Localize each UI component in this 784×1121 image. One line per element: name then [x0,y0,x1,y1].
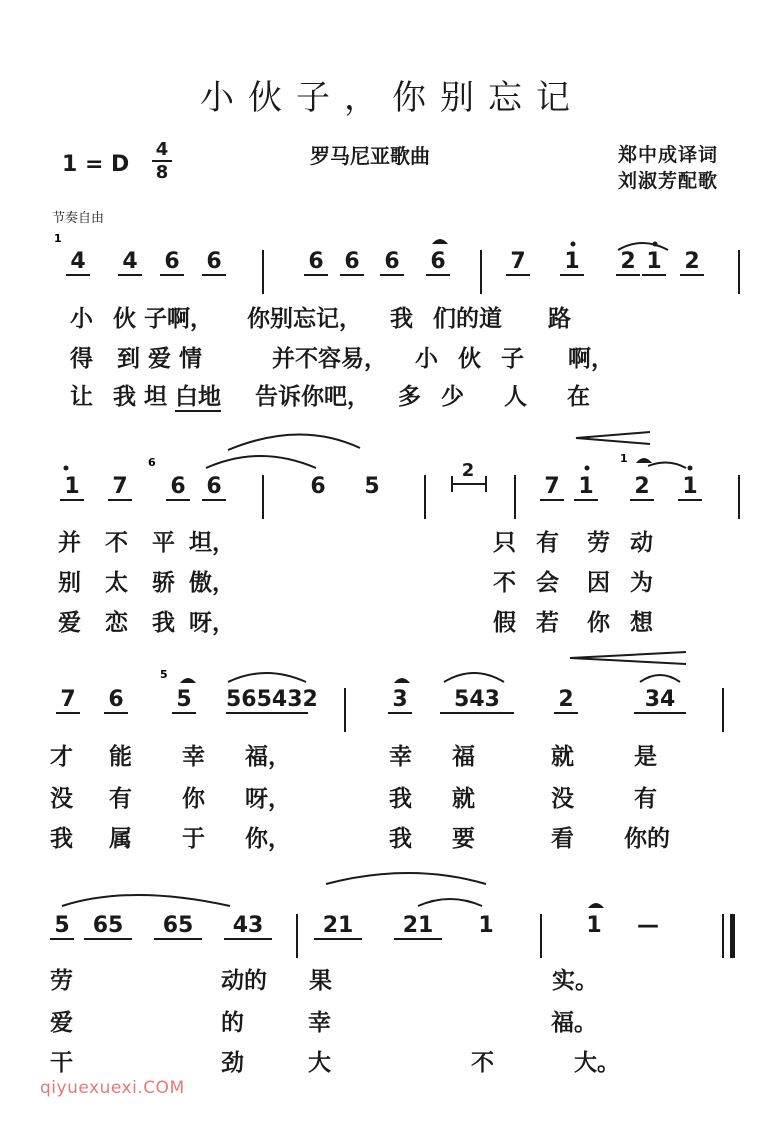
song-origin: 罗马尼亚歌曲 [310,144,430,168]
grace-note: 1 [54,232,62,245]
site-watermark: qiyuexuexi.COM [40,1078,185,1098]
note-group: 565432 [226,687,318,712]
lyricist-credit: 郑中成译词 [618,144,719,166]
decrescendo-mark [570,652,686,664]
fermata [394,678,410,683]
lyric-line-3-2: 没 有 你 呀， 我 就 没 有 [50,786,657,812]
lyric-line-3-1: 才 能 幸 福， 幸 福 就 是 [50,744,657,770]
note: 7 [108,475,132,501]
fermata [432,239,448,244]
note: 6 [166,475,190,501]
note: 1 [642,250,666,276]
lyric-line-4-2: 爱 的 幸 福。 [50,1010,597,1036]
note-group: 21 [394,914,442,940]
repeat-bracket [452,476,486,492]
note: 1 [478,913,494,938]
slur [228,673,306,682]
note: 4 [66,250,90,276]
note-group: 21 [314,914,362,940]
note: 1 [574,475,598,501]
note: 6 [380,250,404,276]
note-group: 543 [440,688,514,714]
note: 4 [118,250,142,276]
note: 7 [540,475,564,501]
arranger-credit: 刘淑芳配歌 [618,170,719,192]
slur [444,673,504,682]
grace-note: 5 [160,668,168,681]
song-title: 小伙子，你别忘记 [200,78,584,118]
note: 2 [616,250,640,276]
slur [206,456,316,468]
meter-bottom: 8 [155,162,169,183]
octave-dot [64,466,69,471]
slur [326,873,486,884]
note: 5 [364,474,380,499]
tempo-marking: 节奏自由 [52,211,105,226]
note: 1 [560,250,584,276]
note: 6 [310,474,326,499]
lyric-line-4-1: 劳 动的 果 实。 [50,968,598,994]
note: 2 [630,475,654,501]
note-group: 34 [634,688,686,714]
lyric-line-3-3: 我 属 于 你， 我 要 看 你的 [50,826,670,852]
slur [418,899,482,906]
note: 1 [678,475,702,501]
note: 6 [104,688,128,714]
decrescendo-mark [576,432,650,444]
note: 6 [426,250,450,276]
note: 7 [56,688,80,714]
slur [228,434,360,450]
note: 1 [586,913,602,938]
fermata [588,903,604,908]
grace-note: 1 [620,452,628,465]
note: 3 [388,688,412,714]
note: 1 [60,475,84,501]
octave-dot [571,242,576,247]
slur [648,462,686,468]
note-group: 65 [154,914,202,940]
lyric-line-2-2: 别 太 骄 傲， 不 会 因 为 [58,570,653,596]
note: 6 [304,250,328,276]
fermata [636,458,652,463]
repeat-count: 2 [461,460,475,481]
grace-note: 6 [148,456,156,469]
note: 6 [340,250,364,276]
note: 6 [160,250,184,276]
note: 7 [506,250,530,276]
octave-dot [653,242,658,247]
note-group: 65 [84,914,132,940]
lyric-line-1-1: 小 伙 子啊， 你别忘记， 我 们的道 路 [70,306,571,332]
slur [62,895,230,906]
lyric-line-4-3: 干 劲 大 不 大。 [50,1050,620,1076]
octave-dot [688,466,693,471]
lyric-line-2-3: 爱 恋 我 呀， 假 若 你 想 [58,610,653,636]
lyric-line-2-1: 并 不 平 坦， 只 有 劳 动 [58,530,653,556]
slur [640,675,680,682]
note: 2 [680,250,704,276]
key-signature: 1 = D [62,152,130,177]
lyric-line-1-2: 得 到 爱 情 并不容易， 小 伙 子 啊， [70,346,614,372]
meter-top: 4 [155,139,169,160]
note: 6 [202,475,226,501]
note: 5 [172,688,196,714]
slur [618,243,668,250]
note: 5 [50,914,74,940]
lyric-line-1-3: 让 我 坦 白地 告诉你吧， 多 少 人 在 [70,384,590,410]
note-group: 43 [224,914,272,940]
note: 6 [202,250,226,276]
fermata [180,678,196,683]
dash: — [637,913,659,938]
octave-dot [585,466,590,471]
note: 2 [554,688,578,714]
